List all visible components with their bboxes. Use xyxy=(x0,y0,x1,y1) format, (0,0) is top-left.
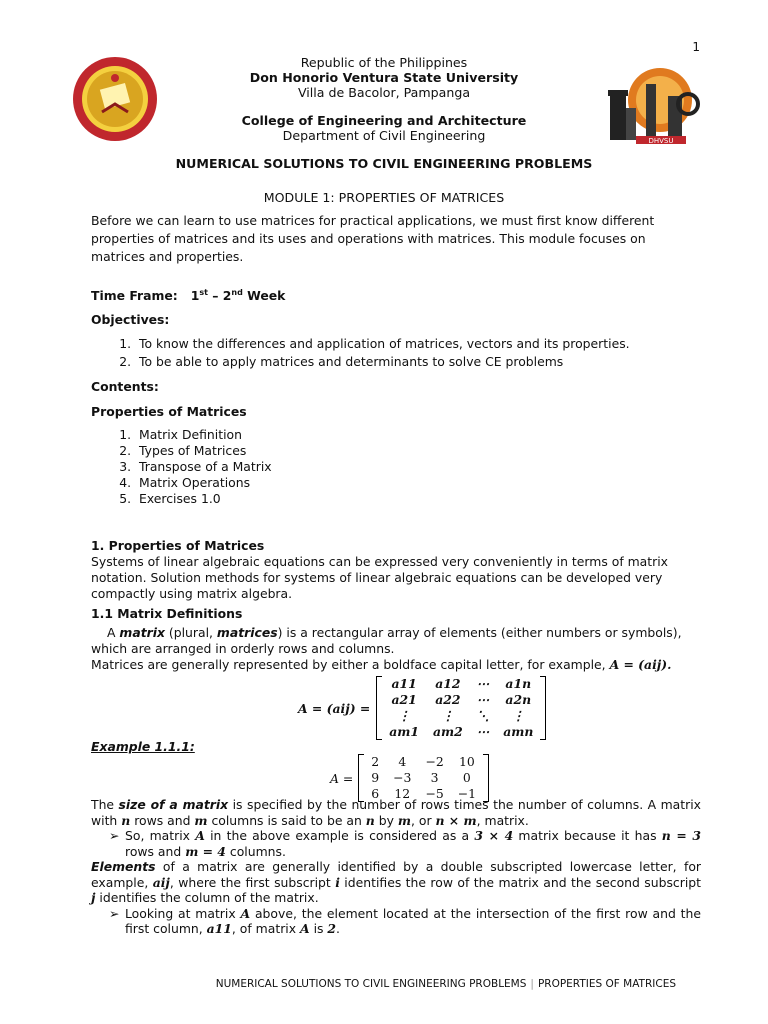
contents-list xyxy=(91,427,701,507)
time-frame: Time Frame: 1st – 2nd Week xyxy=(91,288,286,304)
header-college: College of Engineering and Architecture xyxy=(241,113,527,128)
intro-paragraph: Before we can learn to use matrices for practical applications, we must first know different properties of matrices and its uses and operations with matrices. This module focuses on matrices and properties. xyxy=(91,213,655,264)
general-matrix-equation: A = (aij) = a11 a12 ⋯ a1n a21 a22 ⋯ a2n ⋮ ⋮ ⋱ ⋮ am1 am2 ⋯ amn xyxy=(298,676,546,740)
size-bullet: ➢ So, matrix A in the above example is considered as a 3 × 4 matrix because it has n = 3 rows and m = 4 columns. xyxy=(109,828,701,859)
objectives-label: Objectives: xyxy=(91,312,170,328)
list-item: 1. To know the differences and application of matrices, vectors and its properties. xyxy=(135,335,701,353)
list-item: 2. Types of Matrices xyxy=(135,443,701,459)
matrix-representation: Matrices are generally represented by either a boldface capital letter, for example, A = (aij). xyxy=(91,657,672,672)
contents-sublabel: Properties of Matrices xyxy=(91,404,247,420)
objectives-list xyxy=(91,335,701,371)
header-university-name: Don Honorio Ventura State University xyxy=(249,70,519,85)
header-location: Villa de Bacolor, Pampanga xyxy=(297,85,471,100)
page-footer: NUMERICAL SOLUTIONS TO CIVIL ENGINEERING PROBLEMS | PROPERTIES OF MATRICES xyxy=(215,978,676,990)
header-department: Department of Civil Engineering xyxy=(282,128,486,143)
size-paragraph: The size of a matrix is specified by the number of rows times the number of columns. A matrix with n rows and m columns is said to be an n by m, or n × m, matrix. xyxy=(91,797,701,828)
course-title: NUMERICAL SOLUTIONS TO CIVIL ENGINEERING PROBLEMS xyxy=(175,156,593,171)
section11-heading: 1.1 Matrix Definitions xyxy=(91,606,243,621)
matrix-definition: A matrix (plural, matrices) is a rectangular array of elements (either numbers or symbols), which are arranged in orderly rows and columns. xyxy=(91,625,682,656)
section1-heading: 1. Properties of Matrices xyxy=(91,538,265,553)
module-title: MODULE 1: PROPERTIES OF MATRICES xyxy=(263,190,505,205)
elements-bullet: ➢ Looking at matrix A above, the element located at the intersection of the first row and the first column, a11, of matrix A is 2. xyxy=(109,905,701,936)
elements-paragraph: Elements of a matrix are generally identified by a double subscripted lowercase letter, for example, aij, where the first subscript i identifies the row of the matrix and the second subscript j identifies the column of the matrix. xyxy=(91,859,702,905)
example-matrix-equation: A = 2 4 −2 10 9 −3 3 0 6 12 −5 −1 xyxy=(330,754,489,802)
list-item: 3. Transpose of a Matrix xyxy=(135,459,701,475)
college-logo-text: DHVSU xyxy=(648,137,674,145)
header-line-republic: Republic of the Philippines xyxy=(300,55,468,70)
list-item: 4. Matrix Operations xyxy=(135,475,701,491)
page-number: 1 xyxy=(692,40,700,54)
list-item: 2. To be able to apply matrices and determinants to solve CE problems xyxy=(135,353,701,371)
list-item: 5. Exercises 1.0 xyxy=(135,491,701,507)
contents-label: Contents: xyxy=(91,379,159,395)
section1-text: Systems of linear algebraic equations can be expressed very conveniently in terms of matrix notation. Solution methods for systems of linear algebraic equations can be developed very compactly using matrix algebra. xyxy=(91,554,669,601)
list-item: 1. Matrix Definition xyxy=(135,427,701,443)
example-title: Example 1.1.1: xyxy=(91,739,195,754)
